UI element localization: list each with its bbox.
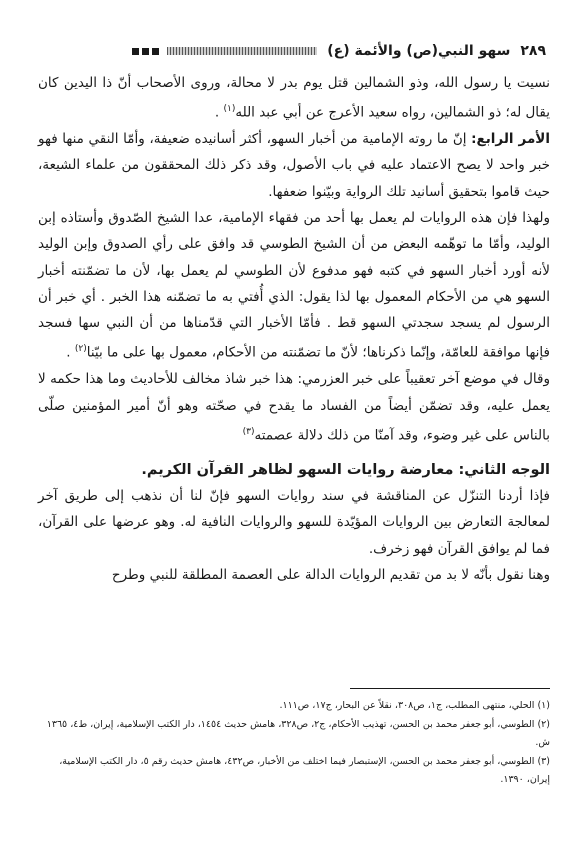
footnote-separator [350,688,550,689]
paragraph: نسيت يا رسول الله، وذو الشمالين قتل يوم بدر لا محالة، وروى الأصحاب أنّ ذا اليدين كان يقال له؛ ذو الشمالين، رواه سعيد الأعرج عن أبي عبد الله$^{(١)}$ . [38,75,550,121]
paragraph: الأمر الرابع: إنّ ما روته الإمامية من أخبار السهو، أكثر أسانيده ضعيفة، وأمّا النقي منها فهو خبر واحد لا يصح الاعتماد عليه في باب الأصول، وقد ذكر ذلك المحققون من علماء الشيعة، حيث قاموا بتحقيق أسانيد تلك الرواية وبيّنوا ضعفها. [38,131,550,200]
section-heading: الوجه الثاني: معارضة روايات السهو لظاهر القرآن الكريم. [141,461,550,478]
header-square-ornament [132,48,159,55]
paragraph: وقال في موضع آخر تعقيباً على خبر العزرمي: هذا خبر شاذ مخالف للأحاديث وما هذا حكمه لا يعمل عليه، وقد تضمّن أيضاً من الفساد ما يقدح في صحّته وهو أنّ أمير المؤمنين صلّى بالناس على غير وضوء، وقد آمنّا من ذلك دلالة عصمته$^{(٣)}$ [38,371,550,444]
paragraph-lead: الأمر الرابع: [471,131,550,148]
body-text [38,70,550,588]
footnote: (١) الحلي، منتهى المطلب، ج١، ص٣٠٨، نقلاً عن البحار، ج١٧، ص١١١. [279,700,550,711]
footnotes [40,697,550,790]
paragraph: وهنا نقول بأنّه لا بد من تقديم الروايات الدالة على العصمة المطلقة للنبي وطرح [111,566,550,583]
paragraph: فإذا أردنا التنزّل عن المناقشة في سند روايات السهو فإنّ لنا أن نذهب إلى طريق آخر لمعالجة التعارض بين الروايات المؤيّدة للسهو والروايات النافية له. وهو عرضها على القرآن، فما لم يوافق القرآن فهو زخرف. [38,487,550,557]
page-number: ٢٨٩ [520,43,546,59]
paragraph: ولهذا فإن هذه الروايات لم يعمل بها أحد من فقهاء الإمامية، عدا الشيخ الصّدوق وأستاذه إبن الوليد، وأمّا ما توهّمه البعض من أن الشيخ الطوسي قد وافق على رأي الصدوق وإبن الوليد لأنه أورد أخبار السهو في كتبه فهو مدفوع لأن الطوسي لم يعمل بها، لأن ما تضمّنته أخبار السهو هي من الأحكام المعمول بها لذا يقول: الذي أُفتي به ما تضمّنه هذا الخبر . أي خبر أن الرسول لم يسجد سجدتي السهو قط . فأمّا الأخبار التي قدّمناها من أن النبي سها فسجد فإنها موافقة للعامّة، وإنّما ذكرناها؛ لأنّ ما تضمّنته من الأحكام، معمول بها على ما بيّنا$^{(٢)}$ . [38,209,550,361]
footnote: (٢) الطوسي، أبو جعفر محمد بن الحسن، تهذيب الأحكام، ج٢، ص٣٢٨، هامش حديث ١٤٥٤، دار الكتب الإسلامية، إيران، ط٤، ١٣٦٥ ش. [46,718,550,748]
footnote-ref: (١) [223,104,236,115]
header-title: سهو النبي(ص) والأئمة (ع) [327,43,511,59]
footnote-ref: (٣) [242,426,255,437]
header-ornament-band [167,47,317,55]
footnote: (٣) الطوسي، أبو جعفر محمد بن الحسن، الإستبصار فيما اختلف من الأخبار، ص٤٣٢، هامش حديث رقم ٥، دار الكتب الإسلامية، إيران، ١٣٩٠. [59,755,550,785]
running-header [44,40,546,62]
footnote-ref: (٢) [74,344,87,355]
